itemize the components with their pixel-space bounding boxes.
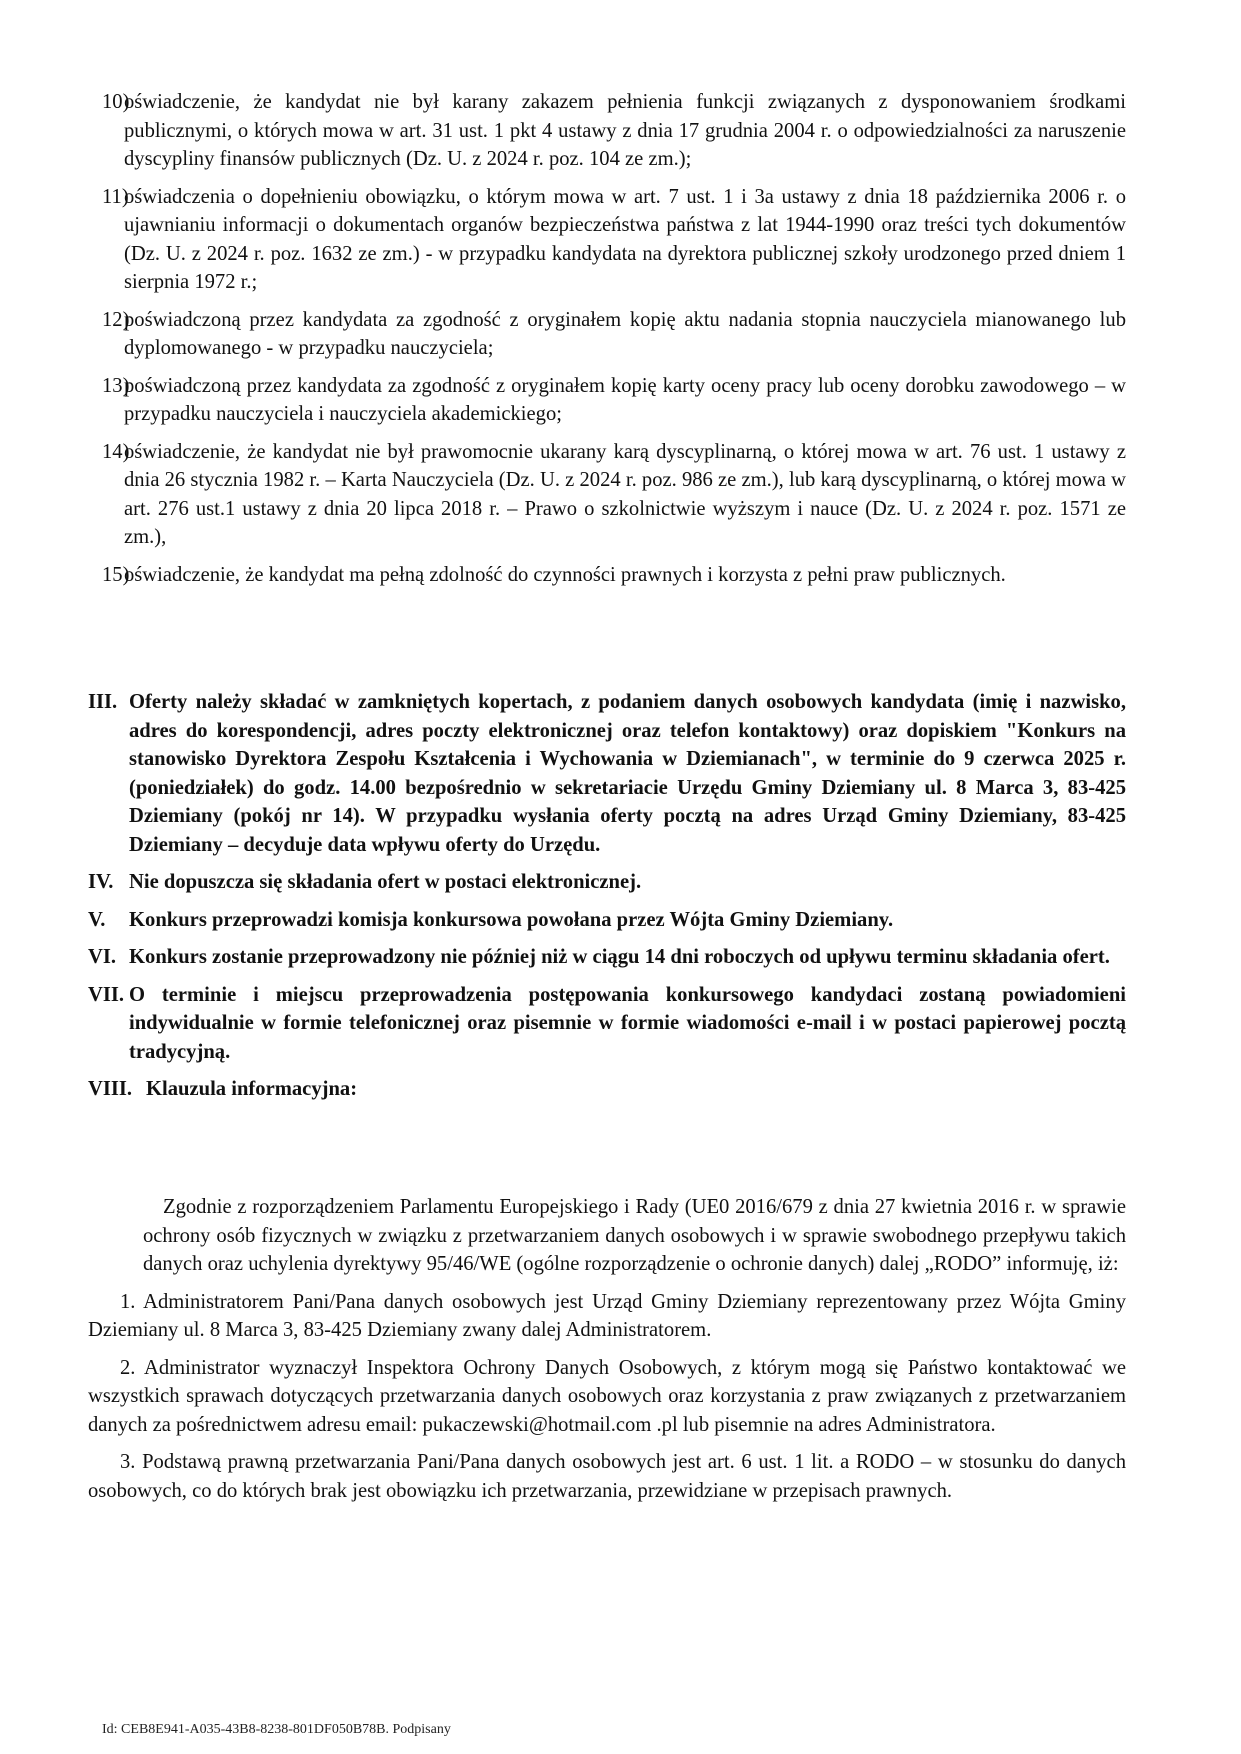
list-item-text: oświadczenie, że kandydat ma pełną zdolność do czynności prawnych i korzysta z pełni praw publicznych. (124, 563, 1006, 586)
sections (88, 688, 1126, 1113)
list-item-number: 13) (102, 374, 130, 397)
section-text: Nie dopuszcza się składania ofert w postaci elektronicznej. (129, 871, 642, 893)
list-item-number: 12) (102, 308, 130, 331)
list-item (102, 438, 1126, 552)
list-item-text: poświadczoną przez kandydata za zgodność z oryginałem kopię karty oceny pracy lub oceny dorobku zawodowego – w przypadku nauczyciela i nauczyciela akademickiego; (124, 374, 1126, 425)
section-numeral: VII. (88, 983, 125, 1006)
list-item-text: oświadczenia o dopełnieniu obowiązku, o którym mowa w art. 7 ust. 1 i 3a ustawy z dnia 18 października 2006 r. o ujawnianiu informacji o dokumentach organów bezpieczeństwa państwa z lat 1944-1990 oraz treści tych dokumentów (Dz. U. z 2024 r. poz. 1632 ze zm.) - w przypadku kandydata na dyrektora publicznej szkoły urodzonego przed dniem 1 sierpnia 1972 r.; (124, 185, 1126, 293)
information-clause (88, 1193, 1126, 1514)
list-item (102, 561, 1126, 590)
section-numeral: III. (88, 691, 118, 713)
clause-paragraph: 1. Administratorem Pani/Pana danych osobowych jest Urząd Gminy Dziemiany reprezentowany przez Wójta Gminy Dziemiany ul. 8 Marca 3, 83-425 Dziemiany zwany dalej Administratorem. (88, 1290, 1126, 1341)
section-heading: Klauzula informacyjna: (146, 1078, 358, 1100)
section-text: Konkurs zostanie przeprowadzony nie później niż w ciągu 14 dni roboczych od upływu terminu składania ofert. (129, 946, 1110, 968)
section-vii (88, 981, 1126, 1067)
section-v (88, 906, 1126, 935)
list-item-number: 15) (102, 563, 130, 586)
clause-paragraph: 2. Administrator wyznaczył Inspektora Ochrony Danych Osobowych, z którym mogą się Państwo kontaktować we wszystkich sprawach dotyczących przetwarzania danych osobowych oraz korzystania z praw związanych z przetwarzaniem danych za pośrednictwem adresu email: pukaczewski@hotmail.com .pl lub pisemnie na adres Administratora. (88, 1356, 1126, 1436)
section-numeral: VIII. (88, 1078, 133, 1100)
list-item-text: poświadczoną przez kandydata za zgodność z oryginałem kopię aktu nadania stopnia nauczyciela mianowanego lub dyplomowanego - w przypadku nauczyciela; (124, 308, 1126, 359)
section-text: Oferty należy składać w zamkniętych kopertach, z podaniem danych osobowych kandydata (imię i nazwisko, adres do korespondencji, adres poczty elektronicznej oraz telefon kontaktowy) oraz dopiskiem "Konkurs na stanowisko Dyrektora Zespołu Kształcenia i Wychowania w Dziemianach", w terminie do 9 czerwca 2025 r. (poniedziałek) do godz. 14.00 bezpośrednio w sekretariacie Urzędu Gminy Dziemiany ul. 8 Marca 3, 83-425 Dziemiany (pokój nr 14). W przypadku wysłania oferty pocztą na adres Urząd Gminy Dziemiany, 83-425 Dziemiany – decyduje data wpływu oferty do Urzędu. (129, 691, 1126, 856)
list-item (102, 306, 1126, 363)
section-numeral: V. (88, 908, 106, 931)
section-iii (88, 688, 1126, 859)
list-item-number: 11) (102, 185, 129, 208)
requirements-list (102, 88, 1126, 598)
list-item-text: oświadczenie, że kandydat nie był karany zakazem pełnienia funkcji związanych z dysponowaniem środkami publicznymi, o których mowa w art. 31 ust. 1 pkt 4 ustawy z dnia 17 grudnia 2004 r. o odpowiedzialności za naruszenie dyscypliny finansów publicznych (Dz. U. z 2024 r. poz. 104 ze zm.); (124, 91, 1126, 170)
section-iv (88, 868, 1126, 897)
clause-paragraph: 3. Podstawą prawną przetwarzania Pani/Pana danych osobowych jest art. 6 ust. 1 lit. a RODO – w stosunku do danych osobowych, co do których brak jest obowiązku ich przetwarzania, przewidziane w przepisach prawnych. (88, 1451, 1126, 1502)
section-text: Konkurs przeprowadzi komisja konkursowa powołana przez Wójta Gminy Dziemiany. (129, 908, 894, 931)
list-item-number: 14) (102, 440, 130, 463)
list-item (102, 183, 1126, 297)
section-text: O terminie i miejscu przeprowadzenia postępowania konkursowego kandydaci zostaną powiadomieni indywidualnie w formie telefonicznej oraz pisemnie w formie wiadomości e-mail i w postaci papierowej pocztą tradycyjną. (129, 983, 1126, 1063)
document-id-footer: Id: CEB8E941-A035-43B8-8238-801DF050B78B. Podpisany (102, 1722, 451, 1737)
list-item-text: oświadczenie, że kandydat nie był prawomocnie ukarany karą dyscyplinarną, o której mowa w art. 76 ust. 1 ustawy z dnia 26 stycznia 1982 r. – Karta Nauczyciela (Dz. U. z 2024 r. poz. 986 ze zm.), lub karą dyscyplinarną, o której mowa w art. 276 ust.1 ustawy z dnia 20 lipca 2018 r. – Prawo o szkolnictwie wyższym i nauce (Dz. U. z 2024 r. poz. 1571 ze zm.), (124, 440, 1126, 548)
section-viii (88, 1075, 1126, 1104)
section-vi (88, 943, 1126, 972)
section-numeral: VI. (88, 946, 117, 968)
section-numeral: IV. (88, 871, 114, 893)
clause-intro: Zgodnie z rozporządzeniem Parlamentu Europejskiego i Rady (UE0 2016/679 z dnia 27 kwietnia 2016 r. w sprawie ochrony osób fizycznych w związku z przetwarzaniem danych osobowych i w sprawie swobodnego przepływu takich danych oraz uchylenia dyrektywy 95/46/WE (ogólne rozporządzenie o ochronie danych) dalej „RODO” informuję, iż: (143, 1196, 1126, 1275)
list-item (102, 88, 1126, 174)
list-item-number: 10) (102, 91, 130, 113)
list-item (102, 372, 1126, 429)
